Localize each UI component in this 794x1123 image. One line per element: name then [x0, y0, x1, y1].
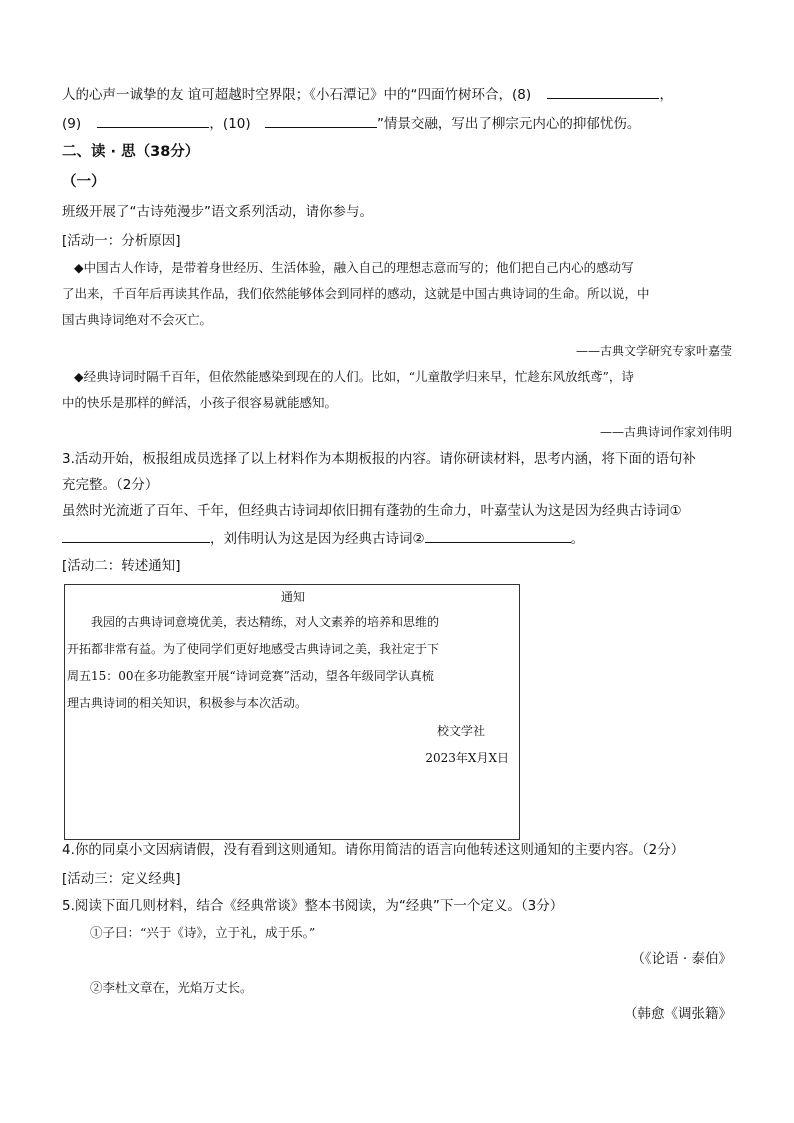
activity3-title: [活动三：定义经典] — [62, 871, 181, 887]
q3-line4 — [62, 528, 584, 549]
part-one-label: （一） — [62, 174, 106, 190]
q3-line1: 3.活动开始，板报组成员选择了以上材料作为本期板报的内容。请你研读材料，思考内涵，将下面的语句补 — [62, 451, 696, 467]
notice-signer: 校文学社 — [436, 724, 485, 738]
notice-line3: 周五15：00在多功能教室开展“诗词竞赛”活动，望各年级同学认真梳 — [67, 669, 434, 683]
intro-text-2: ”情景交融，写出了柳宗元内心的抑郁忧伤。 — [376, 116, 641, 132]
q3-line4-text: ，刘伟明认为这是因为经典古诗词② — [210, 531, 425, 547]
intro-label-9: (9) — [62, 116, 82, 132]
material2-source: ——古典诗词作家刘伟明 — [599, 425, 732, 439]
answer-blank-9[interactable] — [97, 113, 209, 128]
material2-line2: 中的快乐是那样的鲜活，小孩子很容易就能感知。 — [62, 395, 338, 410]
q3-line2: 充完整。（2分） — [62, 477, 159, 493]
q3-line3: 虽然时光流逝了百年、千年，但经典古诗词却依旧拥有蓬勃的生命力，叶嘉莹认为这是因为经典古诗词① — [62, 503, 682, 519]
activity-intro: 班级开展了“古诗苑漫步”语文系列活动，请你参与。 — [62, 204, 373, 220]
intro-line-2 — [62, 113, 640, 134]
notice-title: 通知 — [280, 590, 305, 604]
notice-line1: 我园的古典诗词意境优美，表达精练，对人文素养的培养和思维的 — [91, 615, 440, 629]
quote1-source: （《论语 · 泰伯》 — [631, 951, 732, 967]
notice-date: 2023年X月X日 — [425, 751, 509, 765]
q5-text: 5.阅读下面几则材料，结合《经典常谈》整本书阅读，为“经典”下一个定义。（3分） — [62, 898, 564, 914]
section-title: 二、读 · 思（38分） — [62, 144, 200, 160]
material1-line1: ◆中国古人作诗，是带着身世经历、生活体验，融入自己的理想志意而写的；他们把自己内心的感动写 — [74, 260, 634, 275]
notice-line4: 理古典诗词的相关知识，积极参与本次活动。 — [67, 696, 308, 710]
intro-comma: ， — [659, 87, 673, 103]
q3-line4-end: 。 — [570, 531, 585, 547]
quote2-source: （韩愈《调张籍》 — [624, 1006, 732, 1022]
answer-blank-q3-2[interactable] — [425, 528, 571, 543]
answer-blank-10[interactable] — [265, 113, 377, 128]
quote1: ①子曰：“兴于《诗》，立于礼，成于乐。” — [90, 925, 316, 940]
answer-blank-q3-1[interactable] — [62, 528, 210, 543]
material1-source: ——古典文学研究专家叶嘉莹 — [575, 344, 732, 358]
intro-label-10: ，(10) — [209, 116, 251, 132]
intro-line-1 — [62, 84, 673, 105]
intro-text-1: 人的心声一诚挚的友 谊可超越时空界限；《小石潭记》中的“四面竹树环合，(8) — [62, 87, 532, 103]
notice-box — [64, 584, 520, 840]
q4-text: 4.你的同桌小文因病请假，没有看到这则通知。请你用简洁的语言向他转述这则通知的主要内容。（2分） — [62, 842, 685, 858]
material2-line1: ◆经典诗词时隔千百年，但依然能感染到现在的人们。比如，“儿童散学归来早，忙趁东风放纸鸢”，诗 — [74, 369, 634, 384]
activity2-title: [活动二：转述通知] — [62, 558, 181, 574]
material1-line3: 国古典诗词绝对不会灭亡。 — [62, 312, 213, 327]
notice-line2: 开拓都非常有益。为了使同学们更好地感受古典诗词之美，我社定于下 — [67, 642, 440, 656]
activity1-title: [活动一：分析原因] — [62, 233, 181, 249]
answer-blank-8[interactable] — [547, 84, 659, 99]
quote2: ②李杜文章在，光焰万丈长。 — [90, 980, 253, 995]
material1-line2: 了出来，千百年后再读其作品，我们依然能够体会到同样的感动，这就是中国古典诗词的生命。所以说，中 — [62, 286, 650, 301]
